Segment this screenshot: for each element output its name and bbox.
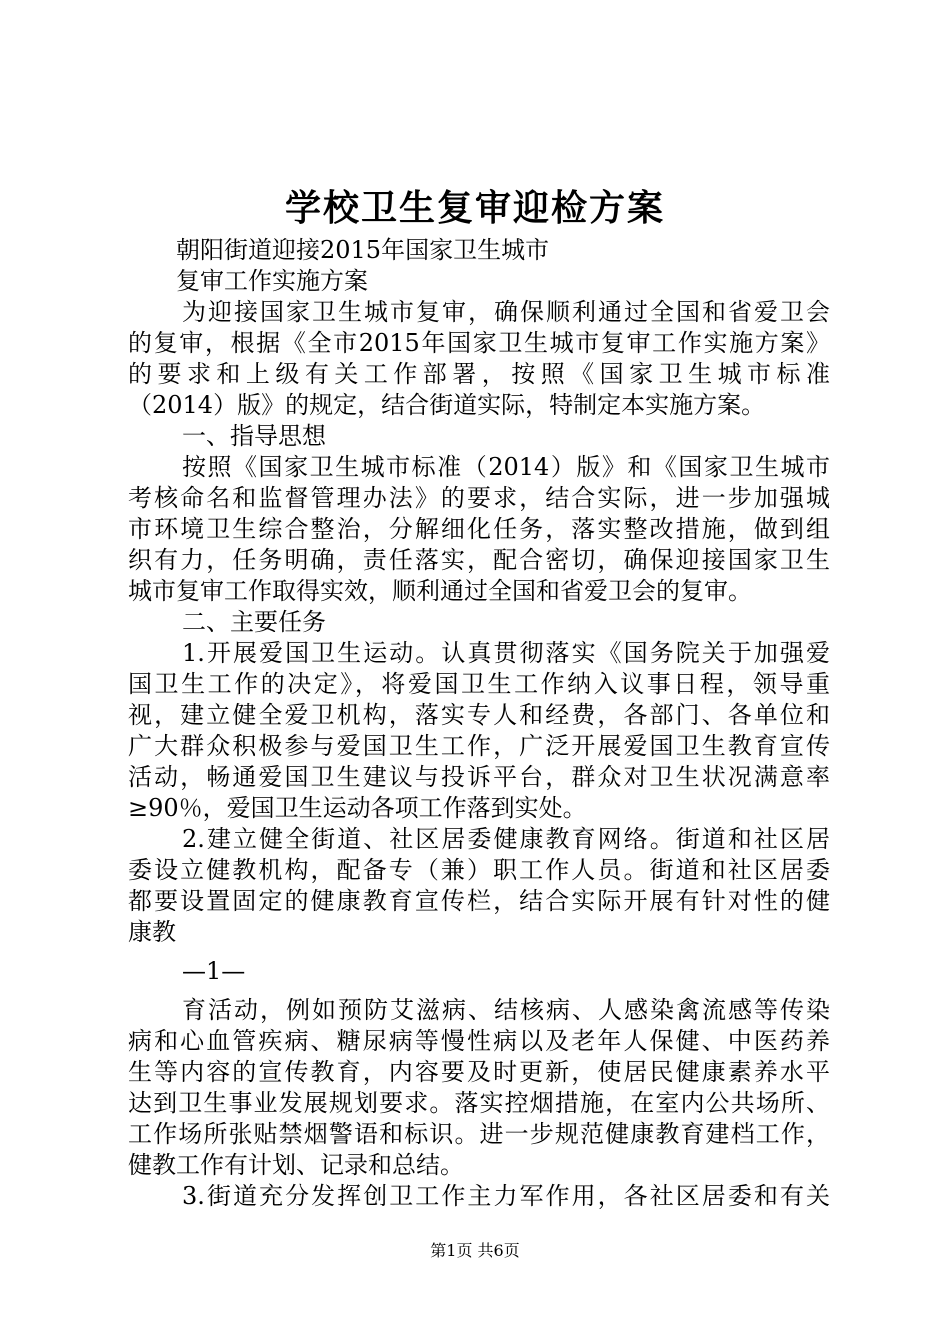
paragraph-line: 视，建立健全爱卫机构，落实专人和经费，各部门、各单位和 <box>128 701 830 729</box>
paragraph-line: 3.街道充分发挥创卫工作主力军作用，各社区居委和有关 <box>182 1182 830 1210</box>
paragraph-line: 委设立健教机构，配备专（兼）职工作人员。街道和社区居委 <box>128 856 830 884</box>
paragraph-line: 康教 <box>128 918 176 946</box>
document-body <box>128 235 830 1212</box>
paragraph-line: 为迎接国家卫生城市复审，确保顺利通过全国和省爱卫会 <box>182 298 830 326</box>
section-heading: 一、指导思想 <box>182 422 326 450</box>
subtitle-line: 朝阳街道迎接2015年国家卫生城市 <box>176 236 550 264</box>
paragraph-line: （2014）版》的规定，结合街道实际，特制定本实施方案。 <box>128 391 766 419</box>
section-heading: 二、主要任务 <box>182 608 326 636</box>
paragraph-line: 健教工作有计划、记录和总结。 <box>128 1151 464 1179</box>
paragraph-line: 2.建立健全街道、社区居委健康教育网络。街道和社区居 <box>182 825 830 853</box>
paragraph-line: 活动，畅通爱国卫生建议与投诉平台，群众对卫生状况满意率 <box>128 763 830 791</box>
paragraph-line: 织有力，任务明确，责任落实，配合密切，确保迎接国家卫生 <box>128 546 830 574</box>
paragraph-line: 的要求和上级有关工作部署，按照《国家卫生城市标准 <box>128 360 830 388</box>
paragraph-line: ≥90％，爱国卫生运动各项工作落到实处。 <box>128 794 587 822</box>
paragraph-line: 城市复审工作取得实效，顺利通过全国和省爱卫会的复审。 <box>128 577 752 605</box>
paragraph-line: 广大群众积极参与爱国卫生工作，广泛开展爱国卫生教育宣传 <box>128 732 830 760</box>
inline-page-marker: —1— <box>182 957 246 985</box>
paragraph-line: 育活动，例如预防艾滋病、结核病、人感染禽流感等传染 <box>182 996 830 1024</box>
subtitle-line: 复审工作实施方案 <box>176 267 368 295</box>
paragraph-line: 生等内容的宣传教育，内容要及时更新，使居民健康素养水平 <box>128 1058 830 1086</box>
paragraph-line: 都要设置固定的健康教育宣传栏，结合实际开展有针对性的健 <box>128 887 830 915</box>
paragraph-line: 1.开展爱国卫生运动。认真贯彻落实《国务院关于加强爱 <box>182 639 830 667</box>
paragraph-line: 按照《国家卫生城市标准（2014）版》和《国家卫生城市 <box>182 453 830 481</box>
paragraph-line: 考核命名和监督管理办法》的要求，结合实际，进一步加强城 <box>128 484 830 512</box>
paragraph-line: 达到卫生事业发展规划要求。落实控烟措施，在室内公共场所、 <box>128 1089 830 1117</box>
document-title: 学校卫生复审迎检方案 <box>284 187 665 229</box>
paragraph-line: 的复审，根据《全市2015年国家卫生城市复审工作实施方案》 <box>128 329 830 357</box>
paragraph-line: 病和心血管疾病、糖尿病等慢性病以及老年人保健、中医药养 <box>128 1027 830 1055</box>
page-footer: 第1页 共6页 <box>430 1241 520 1260</box>
paragraph-line: 市环境卫生综合整治，分解细化任务，落实整改措施，做到组 <box>128 515 830 543</box>
paragraph-line: 国卫生工作的决定》，将爱国卫生工作纳入议事日程，领导重 <box>128 670 830 698</box>
paragraph-line: 工作场所张贴禁烟警语和标识。进一步规范健康教育建档工作， <box>128 1120 830 1148</box>
